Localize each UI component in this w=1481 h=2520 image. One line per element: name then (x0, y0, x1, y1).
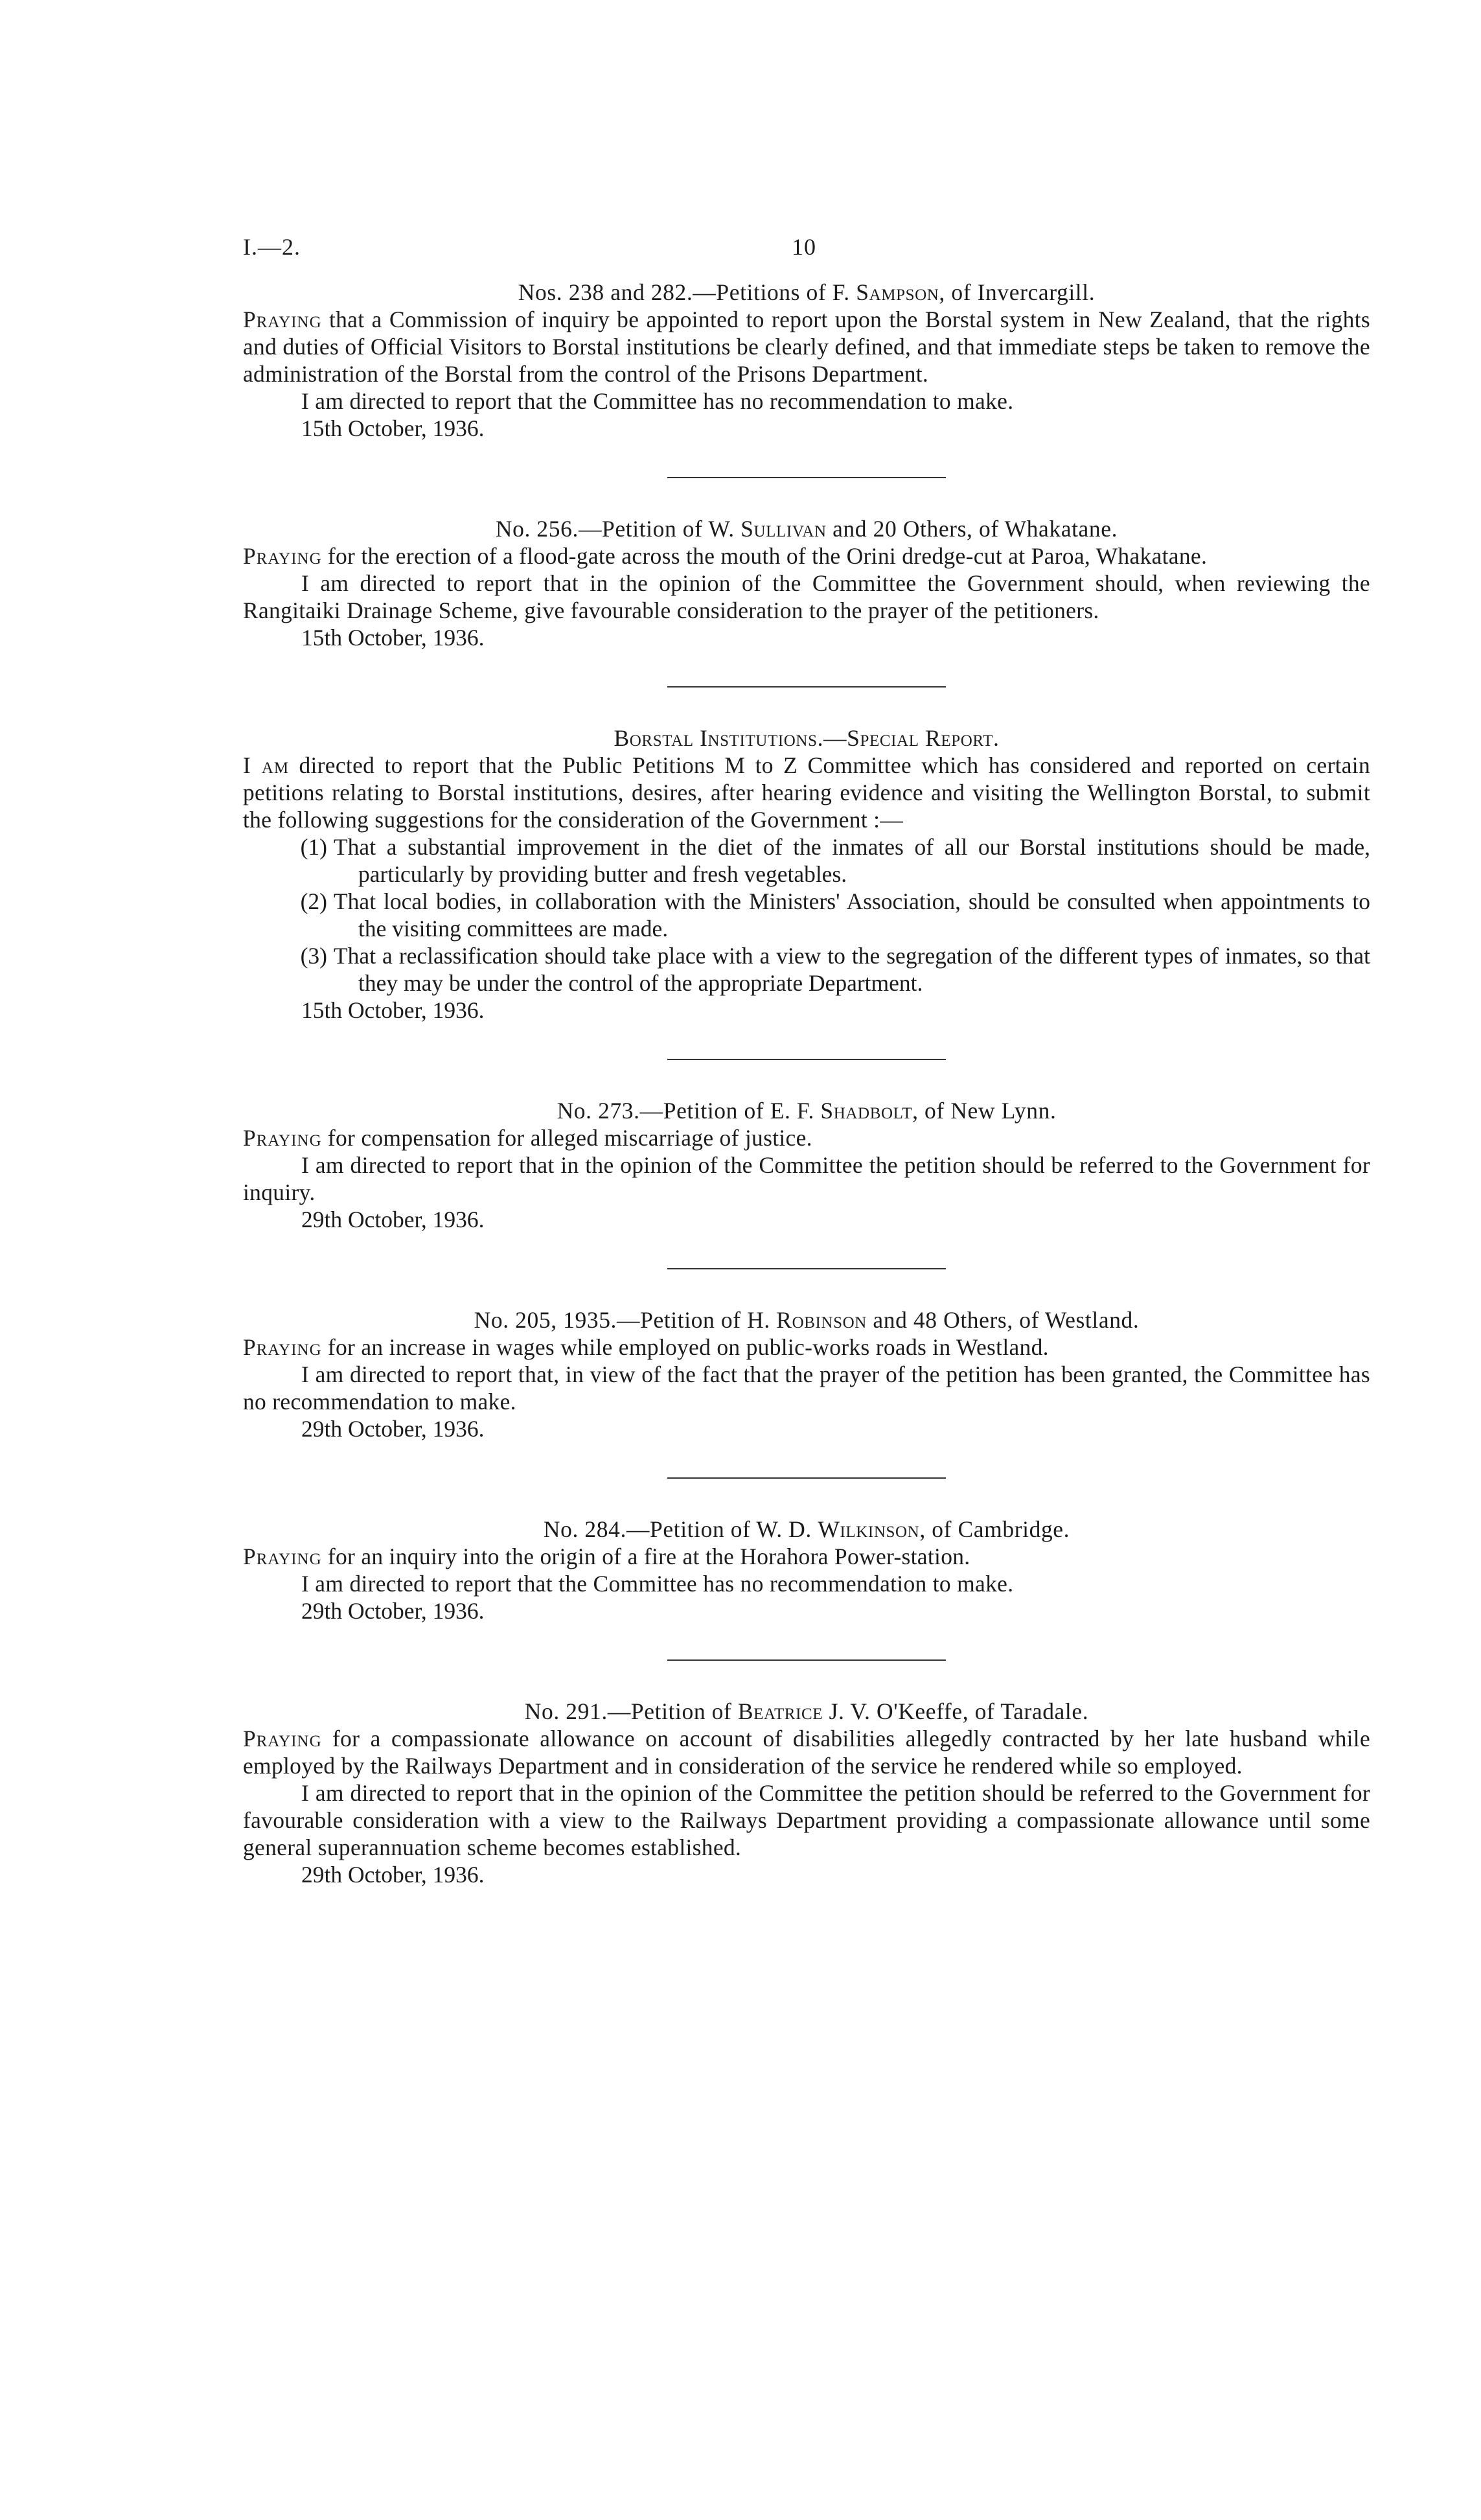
page-header (243, 233, 1370, 279)
petition-prayer: Praying for a compassionate allowance on account of disabilities allegedly contracted by her late husband while employed by the Railways Department and in consideration of the service he rendered while so employed. (243, 1726, 1370, 1779)
section-divider (667, 1268, 946, 1269)
section-divider (667, 1477, 946, 1479)
document-page (243, 233, 1370, 1888)
report-date: 15th October, 1936. (301, 415, 485, 441)
report-date: 15th October, 1936. (301, 625, 485, 651)
committee-report: I am directed to report that, in view of the fact that the prayer of the petition has been granted, the Committee has no recommendation to make. (243, 1361, 1370, 1415)
petition-title: Nos. 238 and 282.—Petitions of F. Sampson, of Invercargill. (518, 279, 1096, 305)
section-divider (667, 686, 946, 688)
section-divider (667, 1059, 946, 1060)
petition-prayer: Praying for the erection of a flood-gate across the mouth of the Orini dredge-cut at Paroa, Whakatane. (243, 543, 1208, 569)
petition-prayer: Praying for an increase in wages while employed on public-works roads in Westland. (243, 1334, 1049, 1360)
section-divider (667, 1659, 946, 1661)
petition-title: No. 256.—Petition of W. Sullivan and 20 Others, of Whakatane. (495, 516, 1118, 542)
petition-entry-284 (243, 1516, 1370, 1624)
list-item: (3) That a reclassification should take place with a view to the segregation of the different types of inmates, so that they may be under the control of the appropriate Department. (300, 943, 1370, 996)
committee-report: I am directed to report that the Committee has no recommendation to make. (301, 388, 1014, 414)
petition-title: No. 273.—Petition of E. F. Shadbolt, of New Lynn. (557, 1098, 1057, 1124)
committee-report: I am directed to report that in the opinion of the Committee the Government should, when reviewing the Rangitaiki Drainage Scheme, give favourable consideration to the prayer of the petitioners. (243, 570, 1370, 623)
petition-prayer: Praying that a Commission of inquiry be appointed to report upon the Borstal system in New Zealand, that the rights and duties of Official Visitors to Borstal institutions be clearly defined, and that immediate steps be taken to remove the administration of the Borstal from the control of the Prisons Department. (243, 306, 1370, 387)
petition-entry-291 (243, 1698, 1370, 1888)
report-date: 15th October, 1936. (301, 997, 485, 1023)
paper-reference: I.—2. (243, 234, 301, 260)
petition-prayer: Praying for an inquiry into the origin of a fire at the Horahora Power-station. (243, 1543, 970, 1569)
page-number: 10 (792, 234, 816, 260)
petition-entry-205 (243, 1306, 1370, 1442)
petition-title: No. 205, 1935.—Petition of H. Robinson and 48 Others, of Westland. (474, 1307, 1140, 1333)
petition-title: No. 291.—Petition of Beatrice J. V. O'Keeffe, of Taradale. (524, 1698, 1089, 1724)
report-date: 29th October, 1936. (301, 1416, 485, 1442)
committee-report: I am directed to report that in the opinion of the Committee the petition should be referred to the Government for inquiry. (243, 1152, 1370, 1205)
special-report-intro: I am directed to report that the Public Petitions M to Z Committee which has considered and reported on certain petitions relating to Borstal institutions, desires, after hearing evidence and visiting the Wellington Borstal, to submit the following suggestions for the consideration of the Government :— (243, 752, 1371, 833)
list-item: (2) That local bodies, in collaboration with the Ministers' Association, should be consulted when appointments to the visiting committees are made. (300, 888, 1370, 942)
committee-report: I am directed to report that in the opinion of the Committee the petition should be referred to the Government for favourable consideration with a view to the Railways Department providing a compassionate allowance until some general superannuation scheme becomes established. (243, 1780, 1370, 1860)
report-date: 29th October, 1936. (301, 1207, 485, 1232)
report-date: 29th October, 1936. (301, 1862, 485, 1888)
petition-entry-256 (243, 515, 1370, 651)
petition-title: No. 284.—Petition of W. D. Wilkinson, of Cambridge. (543, 1516, 1070, 1542)
special-report-title: Borstal Institutions.—Special Report. (614, 725, 1000, 751)
committee-report: I am directed to report that the Committee has no recommendation to make. (301, 1571, 1014, 1597)
list-item: (1) That a substantial improvement in the diet of the inmates of all our Borstal institutions should be made, particularly by providing butter and fresh vegetables. (300, 834, 1370, 887)
section-divider (667, 477, 946, 478)
report-date: 29th October, 1936. (301, 1598, 485, 1624)
petition-entry-273 (243, 1097, 1370, 1233)
suggestions-list (243, 833, 1370, 997)
borstal-special-report (243, 724, 1370, 1024)
petition-entry-238-282 (243, 279, 1370, 442)
petition-prayer: Praying for compensation for alleged miscarriage of justice. (243, 1125, 812, 1151)
